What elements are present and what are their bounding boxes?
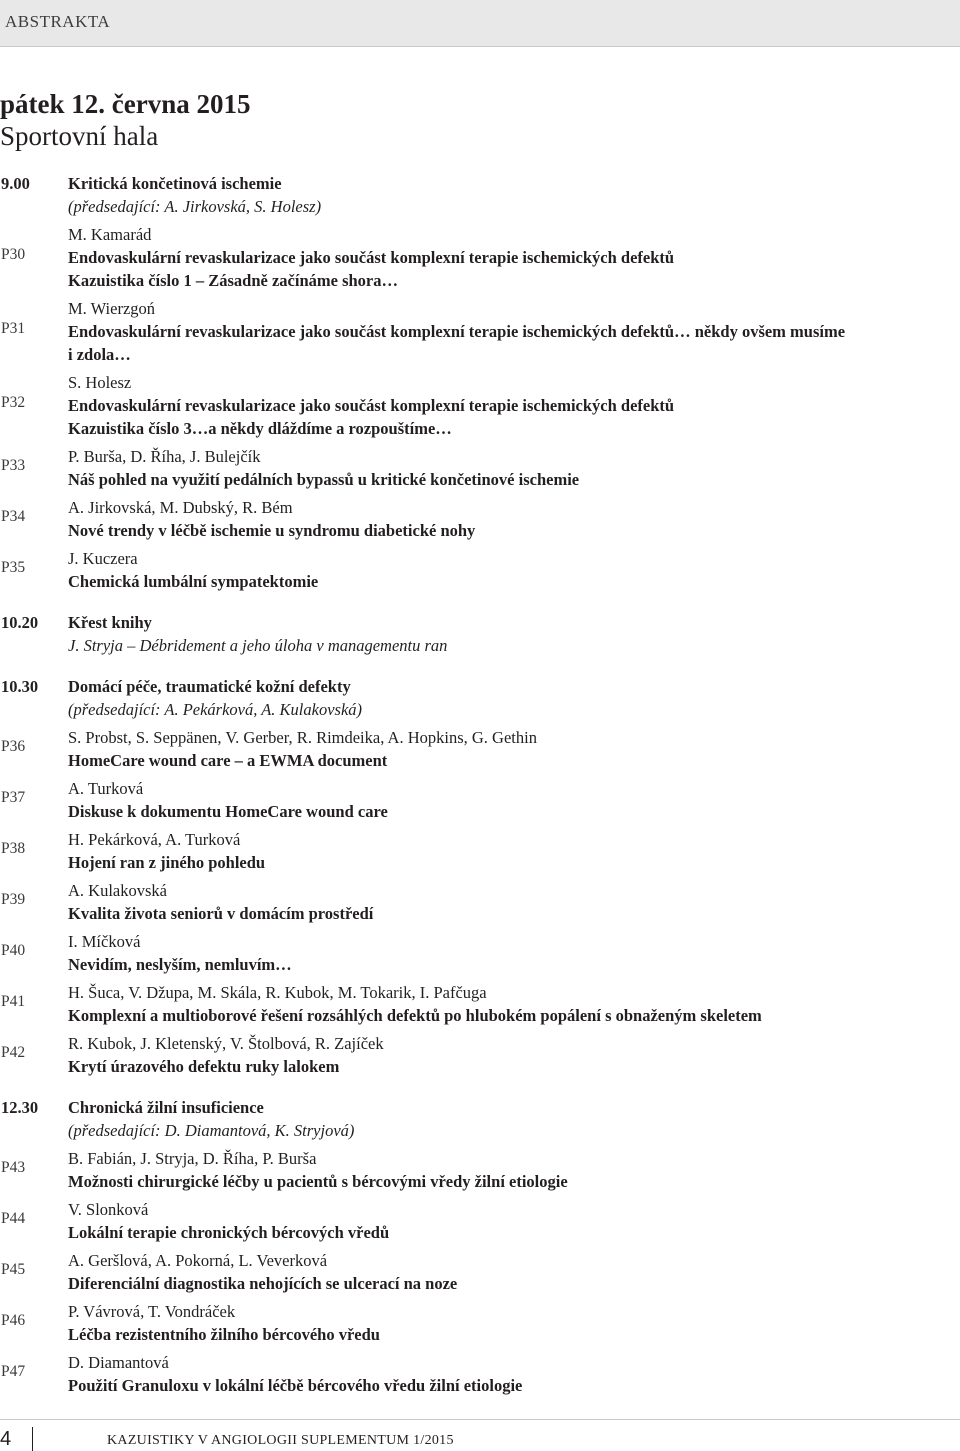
abstract-code: P31 (1, 320, 26, 337)
abstract-authors: B. Fabián, J. Stryja, D. Říha, P. Burša (68, 1149, 317, 1168)
abstract-authors: M. Kamarád (68, 225, 152, 244)
section-time: 12.30 (1, 1098, 39, 1117)
abstract-item (0, 879, 960, 925)
abstract-code: P42 (1, 1044, 26, 1061)
abstract-item (0, 1351, 960, 1397)
section-header (0, 172, 960, 218)
section-header (0, 611, 960, 657)
abstract-item (0, 223, 960, 292)
abstract-authors: V. Slonková (68, 1200, 149, 1219)
abstract-code: P38 (1, 840, 26, 857)
abstract-authors: H. Pekárková, A. Turková (68, 830, 241, 849)
page-number: 4 (0, 1428, 12, 1450)
abstract-code: P34 (1, 508, 26, 525)
abstract-title-line: Krytí úrazového defektu ruky lalokem (68, 1057, 340, 1076)
section-chairs: (předsedající: A. Jirkovská, S. Holesz) (68, 197, 322, 216)
abstract-code: P37 (1, 789, 26, 806)
abstract-item (0, 445, 960, 491)
abstract-title-line: Léčba rezistentního žilního bércového vředu (68, 1325, 380, 1344)
abstract-authors: M. Wierzgoń (68, 299, 156, 318)
abstract-authors: R. Kubok, J. Kletenský, V. Štolbová, R. Zajíček (68, 1034, 384, 1053)
abstract-title-line: Endovaskulární revaskularizace jako součást komplexní terapie ischemických defektů (68, 248, 675, 267)
section-title: Domácí péče, traumatické kožní defekty (68, 677, 351, 696)
abstract-title-line: Diskuse k dokumentu HomeCare wound care (68, 802, 388, 821)
section-title: Křest knihy (68, 613, 152, 632)
abstract-item (0, 930, 960, 976)
abstract-item (0, 981, 960, 1027)
abstract-title-line: Kazuistika číslo 3…a někdy dláždíme a rozpouštíme… (68, 419, 452, 438)
abstract-authors: J. Kuczera (68, 549, 138, 568)
abstract-title-line: Endovaskulární revaskularizace jako součást komplexní terapie ischemických defektů… někdy ovšem musíme (68, 322, 846, 341)
abstract-item (0, 297, 960, 366)
program-venue: Sportovní hala (0, 121, 159, 151)
program-section (0, 611, 960, 657)
abstract-authors: D. Diamantová (68, 1353, 169, 1372)
abstract-item (0, 1198, 960, 1244)
abstract-item (0, 777, 960, 823)
abstract-item (0, 1032, 960, 1078)
abstract-authors: P. Vávrová, T. Vondráček (68, 1302, 236, 1321)
abstract-title-line: Možnosti chirurgické léčby u pacientů s bércovými vředy žilní etiologie (68, 1172, 568, 1191)
abstract-code: P30 (1, 246, 26, 263)
abstract-item (0, 828, 960, 874)
abstract-code: P40 (1, 942, 26, 959)
abstract-title-line: i zdola… (68, 345, 131, 364)
abstract-title-line: Hojení ran z jiného pohledu (68, 853, 266, 872)
section-time: 9.00 (1, 174, 30, 193)
abstract-title-line: Nové trendy v léčbě ischemie u syndromu diabetické nohy (68, 521, 476, 540)
program-section (0, 172, 960, 593)
abstract-item (0, 496, 960, 542)
abstract-authors: A. Jirkovská, M. Dubský, R. Bém (68, 498, 293, 517)
abstract-title-line: Nevidím, neslyším, nemluvím… (68, 955, 292, 974)
program-date: pátek 12. června 2015 (0, 89, 251, 119)
abstract-item (0, 1147, 960, 1193)
program-section (0, 1096, 960, 1397)
abstract-code: P41 (1, 993, 26, 1010)
section-chairs: J. Stryja – Débridement a jeho úloha v managementu ran (68, 636, 448, 655)
abstract-code: P45 (1, 1261, 26, 1278)
abstract-authors: S. Probst, S. Seppänen, V. Gerber, R. Rimdeika, A. Hopkins, G. Gethin (68, 728, 537, 747)
section-header (0, 675, 960, 721)
abstract-authors: A. Geršlová, A. Pokorná, L. Veverková (68, 1251, 328, 1270)
abstract-title-line: Použití Granuloxu v lokální léčbě bércového vředu žilní etiologie (68, 1376, 523, 1395)
abstract-item (0, 1300, 960, 1346)
section-chairs: (předsedající: A. Pekárková, A. Kulakovská) (68, 700, 363, 719)
abstract-authors: H. Šuca, V. Džupa, M. Skála, R. Kubok, M. Tokarik, I. Pafčuga (68, 983, 487, 1002)
abstract-code: P35 (1, 559, 26, 576)
journal-name: KAZUISTIKY V ANGIOLOGII SUPLEMENTUM 1/2015 (107, 1433, 454, 1448)
section-time: 10.20 (1, 613, 39, 632)
section-chairs: (předsedající: D. Diamantová, K. Stryjová) (68, 1121, 355, 1140)
title-block (0, 88, 250, 152)
program-section (0, 675, 960, 1078)
abstract-code: P32 (1, 394, 26, 411)
abstract-title-line: Kazuistika číslo 1 – Zásadně začínáme shora… (68, 271, 399, 290)
abstract-item (0, 371, 960, 440)
section-title: Kritická končetinová ischemie (68, 174, 282, 193)
abstract-title-line: Endovaskulární revaskularizace jako součást komplexní terapie ischemických defektů (68, 396, 675, 415)
footer-rule (0, 1419, 960, 1420)
abstract-code: P39 (1, 891, 26, 908)
abstract-authors: S. Holesz (68, 373, 132, 392)
abstract-title-line: Komplexní a multioborové řešení rozsáhlých defektů po hlubokém popálení s obnaženým skeletem (68, 1006, 762, 1025)
abstract-code: P33 (1, 457, 26, 474)
program-content (0, 172, 960, 1397)
abstract-title-line: HomeCare wound care – a EWMA document (68, 751, 388, 770)
abstract-title-line: Lokální terapie chronických bércových vředů (68, 1223, 390, 1242)
abstract-title-line: Náš pohled na využití pedálních bypassů u kritické končetinové ischemie (68, 470, 580, 489)
abstract-item (0, 547, 960, 593)
abstract-authors: P. Burša, D. Říha, J. Bulejčík (68, 447, 261, 466)
abstract-authors: A. Turková (68, 779, 144, 798)
abstract-code: P44 (1, 1210, 26, 1227)
footer-divider (32, 1427, 33, 1451)
abstract-title-line: Kvalita života seniorů v domácím prostředí (68, 904, 374, 923)
abstract-authors: I. Míčková (68, 932, 141, 951)
abstract-title-line: Diferenciální diagnostika nehojících se ulcerací na noze (68, 1274, 458, 1293)
page-header (0, 0, 960, 47)
abstract-code: P36 (1, 738, 26, 755)
abstract-code: P47 (1, 1363, 26, 1380)
abstract-code: P43 (1, 1159, 26, 1176)
abstract-authors: A. Kulakovská (68, 881, 167, 900)
section-title: Chronická žilní insuficience (68, 1098, 264, 1117)
header-label: ABSTRAKTA (5, 12, 111, 31)
abstract-item (0, 726, 960, 772)
abstract-title-line: Chemická lumbální sympatektomie (68, 572, 319, 591)
abstract-code: P46 (1, 1312, 26, 1329)
abstract-item (0, 1249, 960, 1295)
section-time: 10.30 (1, 677, 39, 696)
section-header (0, 1096, 960, 1142)
